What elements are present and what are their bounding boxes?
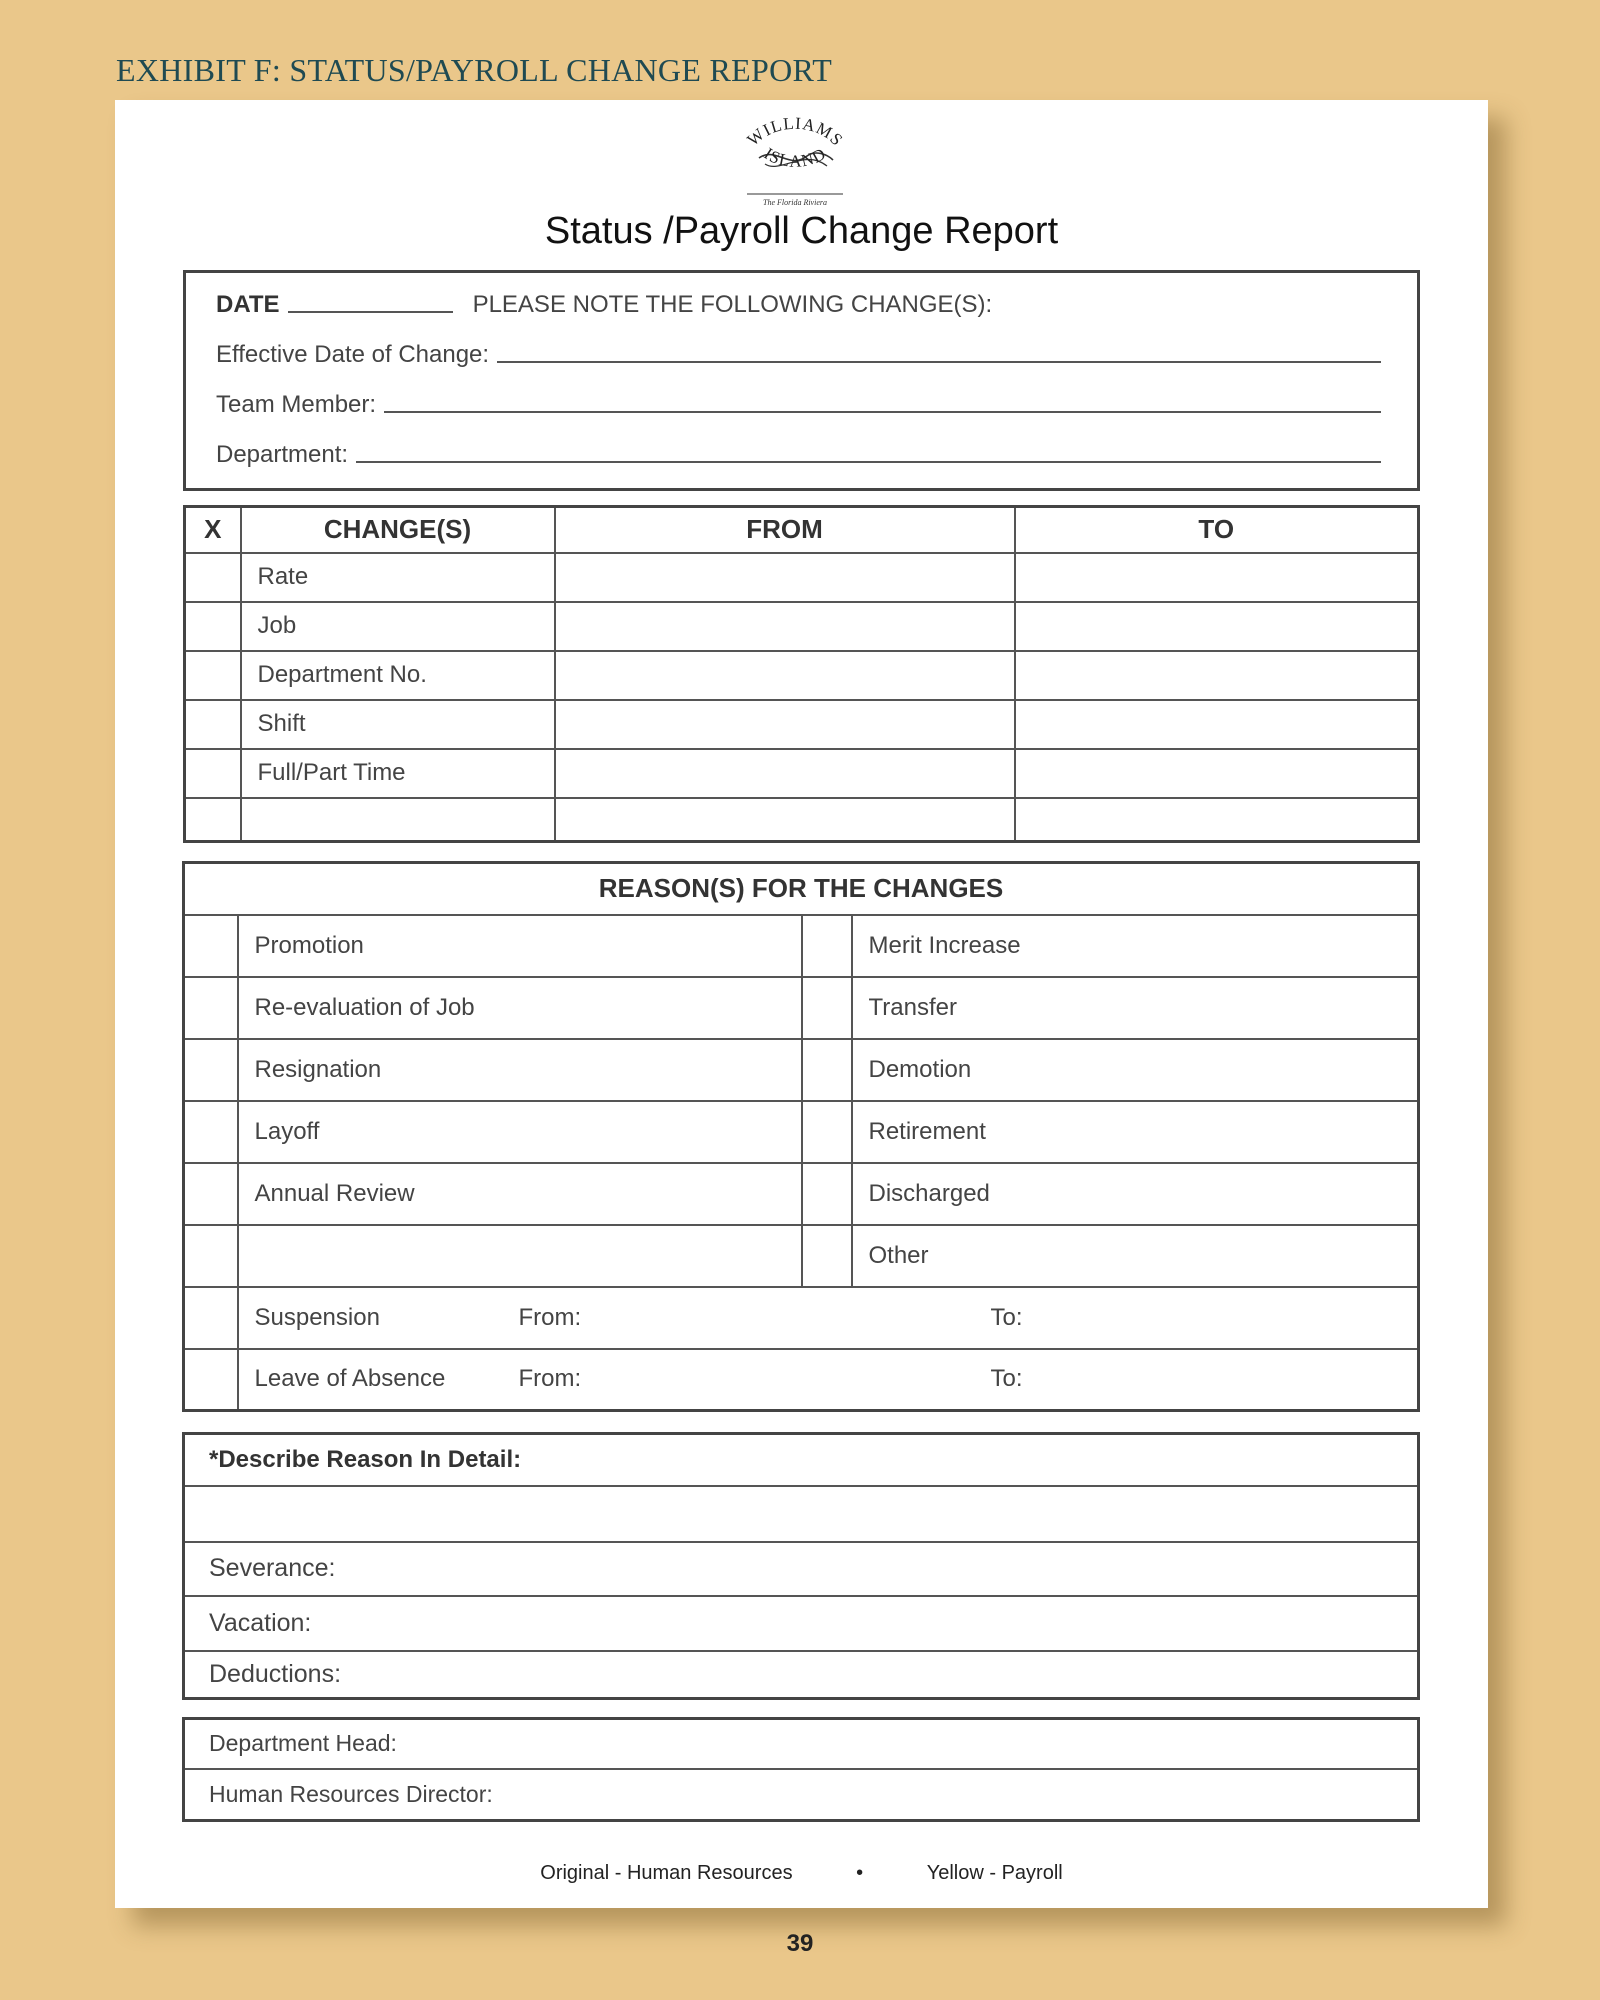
to-field[interactable]: [1015, 602, 1419, 651]
change-label: Rate: [241, 553, 555, 602]
change-checkbox[interactable]: [185, 700, 241, 749]
reason-label: Layoff: [238, 1101, 802, 1163]
from-field[interactable]: [555, 749, 1015, 798]
to-field[interactable]: [1015, 700, 1419, 749]
reason-checkbox[interactable]: [184, 915, 238, 977]
reason-label: Resignation: [238, 1039, 802, 1101]
describe-label: *Describe Reason In Detail:: [184, 1434, 1419, 1486]
table-row: [185, 553, 1419, 602]
table-row: [185, 749, 1419, 798]
vacation-label: Vacation:: [184, 1596, 1419, 1651]
from-field[interactable]: [555, 602, 1015, 651]
change-checkbox[interactable]: [185, 553, 241, 602]
change-label: Shift: [241, 700, 555, 749]
leave-cell: [238, 1349, 1419, 1411]
table-row: [184, 1039, 1419, 1101]
effective-date-label: Effective Date of Change:: [216, 341, 490, 368]
signature-table: [182, 1717, 1420, 1822]
department-head-label: Department Head:: [184, 1719, 1419, 1769]
reasons-header-row: [184, 863, 1419, 915]
reason-checkbox[interactable]: [184, 1039, 238, 1101]
department-field[interactable]: [356, 461, 1381, 463]
department-head-row: [184, 1719, 1419, 1769]
table-row: [184, 915, 1419, 977]
leave-label: Leave of Absence: [254, 1365, 446, 1393]
footer-separator: •: [856, 1862, 864, 1884]
from-field[interactable]: [555, 798, 1015, 842]
reason-label: Other: [852, 1225, 1419, 1287]
table-row: [184, 1101, 1419, 1163]
reason-checkbox[interactable]: [802, 915, 852, 977]
suspension-from-label: From:: [518, 1303, 582, 1331]
team-member-field[interactable]: [384, 411, 1381, 413]
reason-checkbox[interactable]: [184, 1287, 238, 1349]
williams-island-logo: [735, 108, 855, 208]
reason-label: Demotion: [852, 1039, 1419, 1101]
leave-from-label: From:: [518, 1365, 582, 1393]
date-field[interactable]: [288, 311, 453, 313]
reason-checkbox[interactable]: [184, 1163, 238, 1225]
table-row: [184, 977, 1419, 1039]
suspension-cell: [238, 1287, 1419, 1349]
col-to-header: TO: [1015, 507, 1419, 553]
table-row: [185, 651, 1419, 700]
reason-checkbox[interactable]: [184, 1101, 238, 1163]
detail-table: [182, 1432, 1420, 1700]
reason-checkbox[interactable]: [802, 1039, 852, 1101]
reason-label: Discharged: [852, 1163, 1419, 1225]
team-member-label: Team Member:: [216, 391, 377, 418]
to-field[interactable]: [1015, 651, 1419, 700]
reason-checkbox[interactable]: [802, 1101, 852, 1163]
to-field[interactable]: [1015, 749, 1419, 798]
reason-label: Retirement: [852, 1101, 1419, 1163]
severance-row: [184, 1542, 1419, 1596]
reason-label: Merit Increase: [852, 915, 1419, 977]
effective-date-row: [216, 341, 1381, 369]
change-checkbox[interactable]: [185, 749, 241, 798]
reason-checkbox[interactable]: [802, 977, 852, 1039]
hr-director-label: Human Resources Director:: [184, 1769, 1419, 1821]
report-title: Status /Payroll Change Report: [544, 210, 1059, 252]
describe-field-row: [184, 1486, 1419, 1542]
change-checkbox[interactable]: [185, 602, 241, 651]
col-changes-header: CHANGE(S): [241, 507, 555, 553]
reason-checkbox[interactable]: [184, 977, 238, 1039]
suspension-to-label: To:: [990, 1303, 1023, 1331]
reasons-table: [182, 861, 1420, 1412]
reason-label: Re-evaluation of Job: [238, 977, 802, 1039]
leave-to-label: To:: [990, 1365, 1023, 1393]
hr-director-row: [184, 1769, 1419, 1821]
changes-table: [183, 505, 1420, 843]
logo-top-text: WILLIAMS: [743, 113, 848, 150]
suspension-label: Suspension: [254, 1303, 380, 1331]
reason-checkbox[interactable]: [802, 1225, 852, 1287]
team-member-row: [216, 391, 1381, 419]
reason-checkbox[interactable]: [184, 1225, 238, 1287]
deductions-label: Deductions:: [184, 1651, 1419, 1699]
reason-label: Annual Review: [238, 1163, 802, 1225]
reason-label: Promotion: [238, 915, 802, 977]
footer: [115, 1862, 1488, 1885]
describe-field[interactable]: [184, 1486, 1419, 1542]
leave-row: [184, 1349, 1419, 1411]
to-field[interactable]: [1015, 553, 1419, 602]
change-checkbox[interactable]: [185, 798, 241, 842]
reason-checkbox[interactable]: [184, 1349, 238, 1411]
reasons-title: REASON(S) FOR THE CHANGES: [184, 863, 1419, 915]
effective-date-field[interactable]: [497, 361, 1381, 363]
vacation-row: [184, 1596, 1419, 1651]
table-row: [184, 1225, 1419, 1287]
footer-original: Original - Human Resources: [540, 1862, 793, 1884]
svg-text:WILLIAMS: [743, 114, 847, 150]
date-row: [216, 291, 1381, 319]
department-row: [216, 441, 1381, 469]
from-field[interactable]: [555, 553, 1015, 602]
change-label: [241, 798, 555, 842]
from-field[interactable]: [555, 651, 1015, 700]
page-number: 39: [786, 1930, 814, 1957]
col-from-header: FROM: [555, 507, 1015, 553]
change-label: Job: [241, 602, 555, 651]
exhibit-title: EXHIBIT F: STATUS/PAYROLL CHANGE REPORT: [116, 52, 833, 88]
logo-bottom-text: ISLAND: [760, 143, 830, 171]
table-row: [185, 798, 1419, 842]
col-x-header: X: [185, 507, 241, 553]
changes-header-row: [185, 507, 1419, 553]
table-row: [185, 700, 1419, 749]
table-row: [184, 1163, 1419, 1225]
describe-row: [184, 1434, 1419, 1486]
note-label: PLEASE NOTE THE FOLLOWING CHANGE(S):: [472, 291, 993, 318]
severance-label: Severance:: [184, 1542, 1419, 1596]
footer-yellow: Yellow - Payroll: [926, 1862, 1063, 1884]
suspension-row: [184, 1287, 1419, 1349]
reason-label: Transfer: [852, 977, 1419, 1039]
change-label: Full/Part Time: [241, 749, 555, 798]
reason-label: [238, 1225, 802, 1287]
deductions-row: [184, 1651, 1419, 1699]
table-row: [185, 602, 1419, 651]
to-field[interactable]: [1015, 798, 1419, 842]
logo-tagline: The Florida Riviera: [763, 198, 827, 207]
date-label: DATE: [216, 291, 280, 318]
reason-checkbox[interactable]: [802, 1163, 852, 1225]
header-box: [183, 270, 1420, 491]
change-checkbox[interactable]: [185, 651, 241, 700]
department-label: Department:: [216, 441, 349, 468]
from-field[interactable]: [555, 700, 1015, 749]
change-label: Department No.: [241, 651, 555, 700]
